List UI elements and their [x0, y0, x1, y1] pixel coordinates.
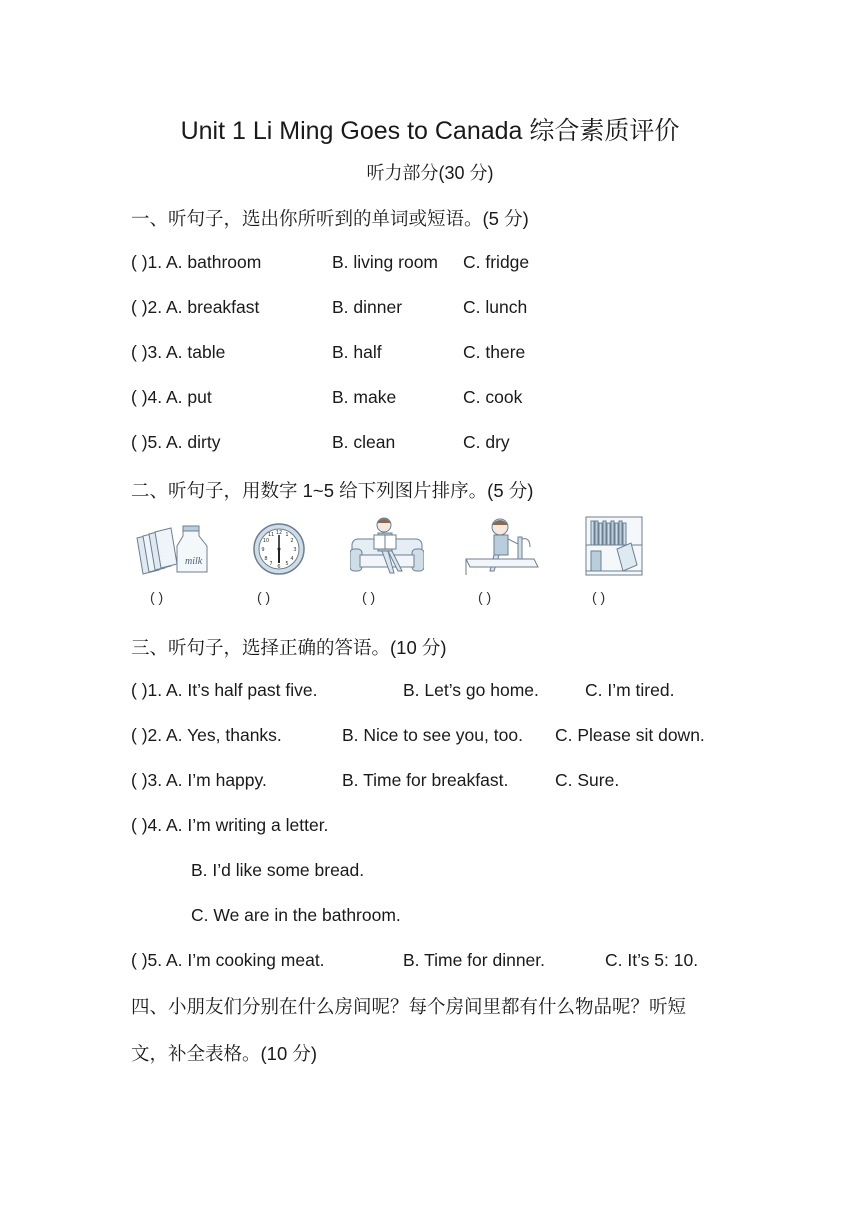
part3-q5-option-a: ( )5. A. I’m cooking meat. [131, 950, 325, 970]
picture-5-answer-blank[interactable]: ( ) [592, 589, 606, 605]
bookshelf-icon [583, 515, 645, 579]
part3-q4-option-b: B. I’d like some bread. [191, 860, 365, 880]
svg-text:6: 6 [277, 564, 281, 570]
svg-text:7: 7 [269, 561, 273, 567]
boy-washing-at-sink-icon [464, 515, 542, 581]
part3-q2-option-c: C. Please sit down. [555, 725, 705, 745]
boy-reading-on-sofa-icon [350, 515, 424, 579]
svg-text:3: 3 [293, 547, 297, 553]
svg-text:5: 5 [285, 561, 289, 567]
picture-3-answer-blank[interactable]: ( ) [362, 589, 376, 605]
clock-icon [252, 522, 306, 576]
svg-text:4: 4 [290, 556, 294, 562]
part3-q1-option-b: B. Let’s go home. [403, 680, 539, 700]
part1-q4-option-a: ( )4. A. put [131, 387, 212, 407]
svg-text:10: 10 [262, 538, 270, 544]
part3-q4-option-a: ( )4. A. I’m writing a letter. [131, 815, 329, 835]
part3-q1-option-a: ( )1. A. It’s half past five. [131, 680, 318, 700]
section-subtitle: 听力部分(30 分) [366, 163, 494, 183]
part3-q3-option-a: ( )3. A. I’m happy. [131, 770, 267, 790]
part1-q2-option-b: B. dinner [332, 297, 403, 317]
part2-heading: 二、听句子，用数字 1~5 给下列图片排序。(5 分) [131, 480, 534, 501]
part1-heading: 一、听句子，选出你所听到的单词或短语。(5 分) [131, 208, 529, 229]
part3-q3-option-c: C. Sure. [555, 770, 620, 790]
part1-q2-option-a: ( )2. A. breakfast [131, 297, 260, 317]
part3-q4-option-c: C. We are in the bathroom. [191, 905, 401, 925]
part1-q3-option-c: C. there [463, 342, 526, 362]
svg-text:11: 11 [267, 532, 275, 538]
part1-q5-option-b: B. clean [332, 432, 396, 452]
part3-q3-option-b: B. Time for breakfast. [342, 770, 509, 790]
part3-q2-option-a: ( )2. A. Yes, thanks. [131, 725, 282, 745]
part1-q4-option-c: C. cook [463, 387, 523, 407]
part1-q5-option-c: C. dry [463, 432, 510, 452]
part1-q3-option-b: B. half [332, 342, 382, 362]
part4-heading-line1: 四、小朋友们分别在什么房间呢？每个房间里都有什么物品呢？听短 [131, 996, 687, 1017]
picture-4-answer-blank[interactable]: ( ) [478, 589, 492, 605]
svg-text:8: 8 [264, 556, 268, 562]
part3-q2-option-b: B. Nice to see you, too. [342, 725, 523, 745]
svg-text:2: 2 [290, 538, 294, 544]
part4-heading-line2: 文，补全表格。(10 分) [131, 1043, 318, 1064]
svg-text:9: 9 [261, 547, 265, 553]
picture-2-answer-blank[interactable]: ( ) [257, 589, 271, 605]
part1-q2-option-c: C. lunch [463, 297, 528, 317]
part1-q1-option-b: B. living room [332, 252, 439, 272]
part1-q4-option-b: B. make [332, 387, 397, 407]
svg-text:12: 12 [275, 530, 283, 536]
part1-q1-option-a: ( )1. A. bathroom [131, 252, 262, 272]
bread-and-milk-icon [133, 524, 213, 578]
part1-q3-option-a: ( )3. A. table [131, 342, 226, 362]
svg-text:milk: milk [185, 556, 203, 567]
part3-q1-option-c: C. I’m tired. [585, 680, 675, 700]
page-title: Unit 1 Li Ming Goes to Canada 综合素质评价 [180, 117, 680, 145]
part3-q5-option-b: B. Time for dinner. [403, 950, 546, 970]
part3-q5-option-c: C. It’s 5: 10. [605, 950, 699, 970]
part3-heading: 三、听句子，选择正确的答语。(10 分) [131, 637, 447, 658]
svg-text:1: 1 [285, 532, 289, 538]
picture-1-answer-blank[interactable]: ( ) [150, 589, 164, 605]
part1-q5-option-a: ( )5. A. dirty [131, 432, 221, 452]
part1-q1-option-c: C. fridge [463, 252, 530, 272]
